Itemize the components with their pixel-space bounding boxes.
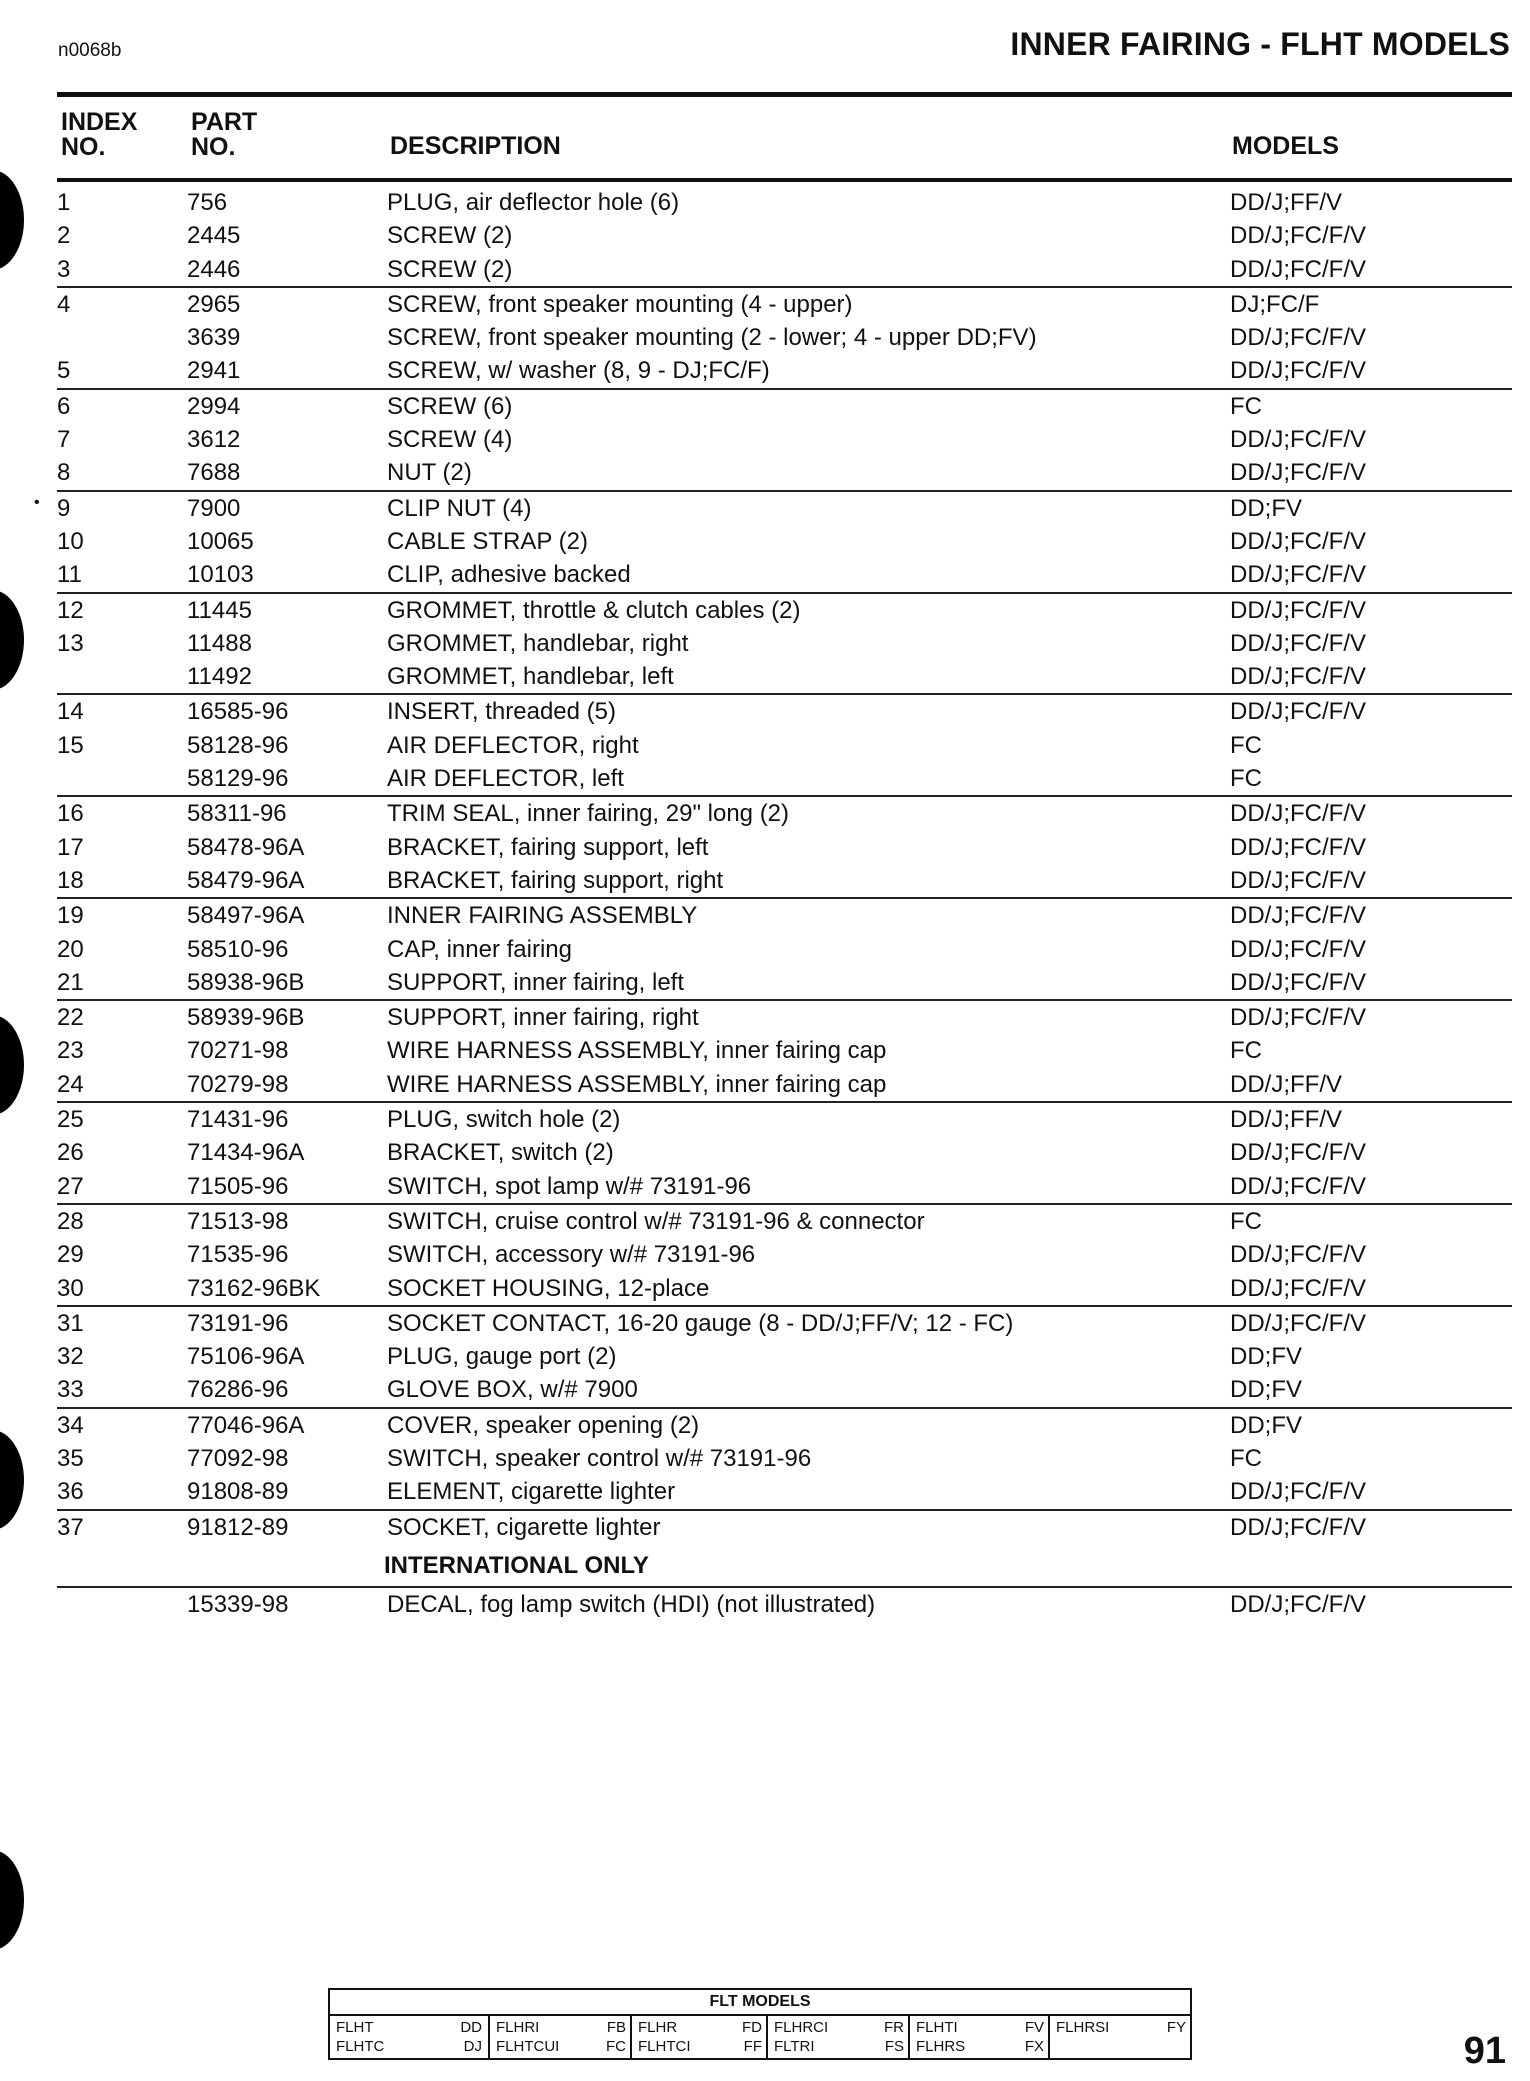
flt-model-code: FC [606, 2038, 626, 2055]
models: DD/J;FF/V [1230, 1070, 1342, 1098]
flt-model-code: FX [1024, 2038, 1044, 2055]
flt-model-group [908, 2016, 1050, 2058]
description: BRACKET, fairing support, right [387, 866, 724, 894]
description: GROMMET, throttle & clutch cables (2) [387, 596, 801, 624]
description: PLUG, air deflector hole (6) [387, 189, 680, 216]
part-number: 73162-96BK [187, 1274, 321, 1302]
table-row [57, 423, 1512, 456]
table-row [57, 219, 1512, 252]
table-row [57, 999, 1512, 1034]
description: INNER FAIRING ASSEMBLY [387, 902, 698, 930]
index-number: 9 [57, 494, 71, 522]
description: COVER, speaker opening (2) [387, 1411, 700, 1439]
flt-model-group [330, 2016, 488, 2058]
index-number: 22 [57, 1004, 84, 1032]
flt-model-name: FLHTC [336, 2038, 385, 2055]
models: FC [1230, 1207, 1262, 1235]
part-number: 73191-96 [187, 1309, 289, 1337]
description: SCREW, w/ washer (8, 9 - DJ;FC/F) [387, 357, 770, 385]
flt-model-code: FS [884, 2038, 904, 2055]
index-number: 16 [57, 800, 84, 828]
index-number: 4 [57, 290, 71, 318]
index-number: 21 [57, 968, 84, 996]
part-number: 91808-89 [187, 1478, 289, 1506]
binder-hole [0, 1430, 24, 1530]
table-row [57, 1373, 1512, 1406]
flt-model-group [766, 2016, 910, 2058]
part-number: 2994 [187, 392, 241, 420]
models: DD/J;FC/F/V [1230, 1591, 1366, 1618]
models: DD/J;FC/F/V [1230, 1004, 1366, 1032]
index-number: 13 [57, 629, 84, 657]
description: BRACKET, fairing support, left [387, 833, 709, 861]
parts-table [57, 186, 1512, 1544]
part-number: 10065 [187, 527, 254, 555]
models: DD/J;FC/F/V [1230, 561, 1366, 589]
models: DD/J;FC/F/V [1230, 866, 1366, 894]
part-number: 71505-96 [187, 1172, 289, 1200]
table-row [57, 1407, 1512, 1442]
models: DD/J;FF/V [1230, 1106, 1342, 1134]
table-row [57, 897, 1512, 932]
part-number: 2446 [187, 255, 241, 283]
index-number: 37 [57, 1513, 84, 1541]
models: DD/J;FC/F/V [1230, 1478, 1366, 1506]
models: FC [1230, 1037, 1262, 1065]
models: DD/J;FC/F/V [1230, 629, 1366, 657]
models: DD;FV [1230, 1343, 1302, 1371]
index-number: 30 [57, 1274, 84, 1302]
table-row [57, 1272, 1512, 1305]
models: DD/J;FC/F/V [1230, 1309, 1366, 1337]
description: SOCKET CONTACT, 16-20 gauge (8 - DD/J;FF/V; 12 - FC) [387, 1309, 1014, 1337]
index-number: 2 [57, 222, 71, 250]
part-number: 7688 [187, 459, 241, 487]
table-row [57, 490, 1512, 525]
flt-model-code: FY [1166, 2019, 1186, 2036]
part-number: 71535-96 [187, 1241, 289, 1269]
table-row [57, 693, 1512, 728]
table-row [57, 1034, 1512, 1067]
models: DD/J;FC/F/V [1230, 527, 1366, 555]
index-number: 14 [57, 698, 84, 726]
index-number: 7 [57, 426, 71, 454]
table-row [57, 1101, 1512, 1136]
description: GLOVE BOX, w/# 7900 [387, 1376, 638, 1404]
flt-model-name: FLHTCUI [496, 2038, 560, 2055]
table-row [57, 1588, 1512, 1622]
models: FC [1230, 392, 1262, 420]
description: SOCKET, cigarette lighter [387, 1513, 661, 1541]
index-number: 3 [57, 255, 71, 283]
table-row [57, 1238, 1512, 1271]
description: SWITCH, accessory w/# 73191-96 [387, 1241, 756, 1269]
description: PLUG, gauge port (2) [387, 1343, 617, 1371]
flt-model-code: FD [742, 2019, 762, 2036]
part-number: 2445 [187, 222, 241, 250]
table-row [57, 1305, 1512, 1340]
index-number: 10 [57, 527, 84, 555]
table-row [57, 729, 1512, 762]
models: DD/J;FC/F/V [1230, 1274, 1366, 1302]
description: SCREW (4) [387, 426, 513, 454]
description: SUPPORT, inner fairing, left [387, 968, 685, 996]
description: SWITCH, cruise control w/# 73191-96 & connector [387, 1207, 925, 1235]
models: FC [1230, 731, 1262, 759]
description: AIR DEFLECTOR, left [387, 765, 624, 793]
flt-models-title: FLT MODELS [709, 1993, 811, 2010]
models: DD/J;FC/F/V [1230, 935, 1366, 963]
index-number: 32 [57, 1343, 84, 1371]
part-number: 756 [187, 189, 228, 216]
part-number: 3612 [187, 426, 241, 454]
table-row [57, 1136, 1512, 1169]
description: SCREW (6) [387, 392, 513, 420]
table-row [57, 1475, 1512, 1508]
part-number: 91812-89 [187, 1513, 289, 1541]
part-number: 58938-96B [187, 968, 305, 996]
index-number: 12 [57, 596, 84, 624]
part-number: 10103 [187, 561, 254, 589]
table-row [57, 1509, 1512, 1544]
description: SWITCH, speaker control w/# 73191-96 [387, 1444, 812, 1472]
binder-hole [0, 170, 24, 270]
binder-hole [0, 590, 24, 690]
part-number: 58128-96 [187, 731, 289, 759]
part-number: 3639 [187, 324, 241, 352]
part-number: 16585-96 [187, 698, 289, 726]
flt-model-name: FLHRI [496, 2019, 540, 2036]
index-number: 19 [57, 902, 84, 930]
part-number: 58129-96 [187, 765, 289, 793]
description: PLUG, switch hole (2) [387, 1106, 621, 1134]
models: DD/J;FC/F/V [1230, 357, 1366, 385]
models: DD/J;FC/F/V [1230, 833, 1366, 861]
table-row [57, 762, 1512, 795]
table-row [57, 592, 1512, 627]
models: DD/J;FC/F/V [1230, 1513, 1366, 1541]
part-number: 11492 [187, 663, 252, 691]
binder-hole [0, 1850, 24, 1950]
description: SOCKET HOUSING, 12-place [387, 1274, 710, 1302]
index-number: 5 [57, 357, 71, 385]
table-row [57, 456, 1512, 489]
flt-model-code: FV [1024, 2019, 1044, 2036]
description: CLIP, adhesive backed [387, 561, 631, 589]
description: WIRE HARNESS ASSEMBLY, inner fairing cap [387, 1070, 887, 1098]
table-row [57, 1203, 1512, 1238]
models: DD/J;FC/F/V [1230, 800, 1366, 828]
description-column-header: DESCRIPTION [390, 132, 561, 160]
index-number: 15 [57, 731, 84, 759]
description: TRIM SEAL, inner fairing, 29" long (2) [387, 800, 790, 828]
flt-model-name: FLHRCI [774, 2019, 829, 2036]
table-row [57, 660, 1512, 693]
flt-models-legend [328, 1988, 1192, 2060]
table-row [57, 627, 1512, 660]
flt-model-group [1048, 2016, 1192, 2058]
index-number: 1 [57, 189, 71, 216]
index-number: 26 [57, 1139, 84, 1167]
table-row [57, 558, 1512, 591]
description: SCREW (2) [387, 255, 513, 283]
table-row [57, 831, 1512, 864]
models: DJ;FC/F [1230, 290, 1320, 318]
index-number: 11 [57, 561, 82, 589]
index-number: 20 [57, 935, 84, 963]
part-column-header: PART NO. [191, 108, 258, 161]
part-number: 58478-96A [187, 833, 305, 861]
part-number: 2941 [187, 357, 241, 385]
index-number: 31 [57, 1309, 84, 1337]
table-row [57, 795, 1512, 830]
flt-model-name: FLHT [336, 2019, 374, 2036]
models: DD;FV [1230, 1411, 1302, 1439]
document-ref: n0068b [58, 40, 122, 61]
flt-model-name: FLHRS [916, 2038, 966, 2055]
table-row [57, 253, 1512, 286]
models: DD/J;FC/F/V [1230, 222, 1366, 250]
part-number: 71513-98 [187, 1207, 289, 1235]
models: DD/J;FC/F/V [1230, 968, 1366, 996]
description: SWITCH, spot lamp w/# 73191-96 [387, 1172, 752, 1200]
models: DD/J;FC/F/V [1230, 1172, 1366, 1200]
models-column-header: MODELS [1232, 132, 1339, 160]
part-number: 58497-96A [187, 902, 305, 930]
part-number: 77046-96A [187, 1411, 305, 1439]
table-row [57, 1340, 1512, 1373]
index-number: 8 [57, 459, 71, 487]
models: DD/J;FF/V [1230, 189, 1342, 216]
index-number: 6 [57, 392, 71, 420]
part-number: 71431-96 [187, 1106, 289, 1134]
index-number: 35 [57, 1444, 84, 1472]
index-number: 17 [57, 833, 84, 861]
models: FC [1230, 1444, 1262, 1472]
index-number: 27 [57, 1172, 84, 1200]
table-row [57, 1068, 1512, 1101]
description: ELEMENT, cigarette lighter [387, 1478, 676, 1506]
page-title: INNER FAIRING - FLHT MODELS [1010, 26, 1510, 62]
part-number: 58311-96 [187, 800, 287, 828]
flt-model-code: DD [460, 2019, 482, 2036]
table-row [57, 933, 1512, 966]
description: WIRE HARNESS ASSEMBLY, inner fairing cap [387, 1037, 887, 1065]
index-number: 25 [57, 1106, 84, 1134]
table-row [57, 388, 1512, 423]
models: DD;FV [1230, 1376, 1302, 1404]
binder-hole [0, 1015, 24, 1115]
table-header-rule [57, 178, 1512, 182]
flt-model-name: FLTRI [774, 2038, 815, 2055]
models: DD/J;FC/F/V [1230, 663, 1366, 691]
index-number: 29 [57, 1241, 84, 1269]
table-row [57, 186, 1512, 219]
table-row [57, 354, 1512, 387]
models: DD/J;FC/F/V [1230, 255, 1366, 283]
flt-model-name: FLHTCI [638, 2038, 691, 2055]
description: SCREW, front speaker mounting (2 - lower; 4 - upper DD;FV) [387, 324, 1037, 352]
description: NUT (2) [387, 459, 472, 487]
part-number: 75106-96A [187, 1343, 305, 1371]
part-number: 71434-96A [187, 1139, 305, 1167]
models: DD/J;FC/F/V [1230, 698, 1366, 726]
description: SUPPORT, inner fairing, right [387, 1004, 699, 1032]
flt-model-group [630, 2016, 768, 2058]
part-number: 76286-96 [187, 1376, 289, 1404]
description: BRACKET, switch (2) [387, 1139, 614, 1167]
part-number: 58510-96 [187, 935, 289, 963]
table-row [57, 321, 1512, 354]
part-number: 11488 [187, 629, 252, 657]
description: GROMMET, handlebar, left [387, 663, 674, 691]
part-number: 2965 [187, 290, 241, 318]
models: DD/J;FC/F/V [1230, 459, 1366, 487]
models: FC [1230, 765, 1262, 793]
flt-model-group [488, 2016, 632, 2058]
part-number: 58479-96A [187, 866, 305, 894]
description: DECAL, fog lamp switch (HDI) (not illustrated) [387, 1591, 876, 1618]
header-rule [57, 92, 1512, 97]
models: DD/J;FC/F/V [1230, 426, 1366, 454]
models: DD/J;FC/F/V [1230, 1241, 1366, 1269]
index-number: 28 [57, 1207, 84, 1235]
flt-model-code: FF [743, 2038, 762, 2055]
scan-mark: • [34, 494, 40, 511]
models: DD;FV [1230, 494, 1302, 522]
index-number: 36 [57, 1478, 84, 1506]
description: INSERT, threaded (5) [387, 698, 616, 726]
table-header [57, 108, 1512, 178]
part-number: 15339-98 [187, 1591, 289, 1618]
index-number: 33 [57, 1376, 84, 1404]
flt-model-code: FR [884, 2019, 904, 2036]
description: CABLE STRAP (2) [387, 527, 588, 555]
models: DD/J;FC/F/V [1230, 1139, 1366, 1167]
flt-model-name: FLHR [638, 2019, 678, 2036]
part-number: 70279-98 [187, 1070, 289, 1098]
part-number: 58939-96B [187, 1004, 305, 1032]
models: DD/J;FC/F/V [1230, 902, 1366, 930]
table-row [57, 966, 1512, 999]
index-number: 23 [57, 1037, 84, 1065]
description: CLIP NUT (4) [387, 494, 532, 522]
table-row [57, 286, 1512, 321]
index-number: 24 [57, 1070, 84, 1098]
part-number: 70271-98 [187, 1037, 289, 1065]
table-row [57, 1442, 1512, 1475]
part-number: 7900 [187, 494, 241, 522]
table-row [57, 864, 1512, 897]
description: SCREW (2) [387, 222, 513, 250]
models: DD/J;FC/F/V [1230, 596, 1366, 624]
description: SCREW, front speaker mounting (4 - upper) [387, 290, 853, 318]
models: DD/J;FC/F/V [1230, 324, 1366, 352]
index-number: 18 [57, 866, 84, 894]
part-number: 77092-98 [187, 1444, 289, 1472]
flt-model-name: FLHRSI [1056, 2019, 1110, 2036]
part-number: 11445 [187, 596, 252, 624]
table-row [57, 525, 1512, 558]
index-column-header: INDEX NO. [61, 108, 138, 161]
international-heading: INTERNATIONAL ONLY [384, 1552, 649, 1579]
table-row [57, 1170, 1512, 1203]
page-number: 91 [1463, 2030, 1506, 2072]
description: AIR DEFLECTOR, right [387, 731, 639, 759]
flt-model-code: DJ [463, 2038, 482, 2055]
description: CAP, inner fairing [387, 935, 572, 963]
flt-model-name: FLHTI [916, 2019, 958, 2036]
flt-model-code: FB [606, 2019, 626, 2036]
index-number: 34 [57, 1411, 84, 1439]
description: GROMMET, handlebar, right [387, 629, 689, 657]
